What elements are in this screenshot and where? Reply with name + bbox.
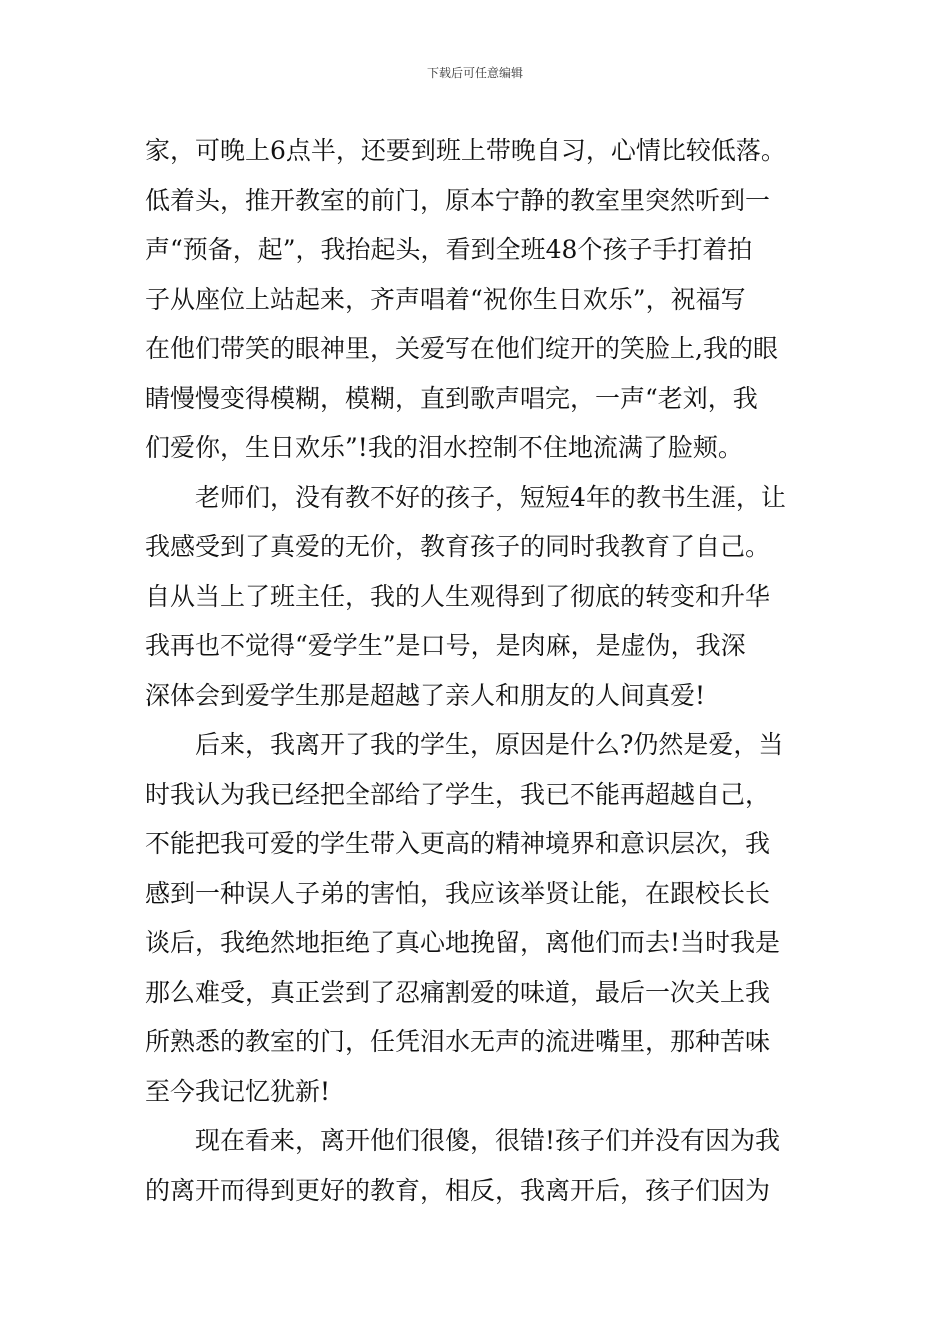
paragraph-first-line: 现在看来，离开他们很傻，很错!孩子们并没有因为我 xyxy=(195,1126,781,1155)
text-line: 我感受到了真爱的无价，教育孩子的同时我教育了自己。 xyxy=(145,532,771,561)
text-line: 睛慢慢变得模糊，模糊，直到歌声唱完，一声“老刘，我 xyxy=(145,383,758,413)
text-line: 时我认为我已经把全部给了学生，我已不能再超越自己， xyxy=(145,779,771,809)
text-line: 家，可晚上6点半，还要到班上带晚自习，心情比较低落。 xyxy=(145,136,786,165)
text-line: 那么难受，真正尝到了忍痛割爱的味道，最后一次关上我 xyxy=(145,977,771,1007)
text-line: 我再也不觉得“爱学生”是口号，是肉麻，是虚伪，我深 xyxy=(145,631,746,660)
text-line: 深体会到爱学生那是超越了亲人和朋友的人间真爱! xyxy=(145,680,706,710)
text-line: 自从当上了班主任，我的人生观得到了彻底的转变和升华 xyxy=(145,581,771,611)
text-line: 至今我记忆犹新! xyxy=(145,1076,331,1106)
text-line: 低着头，推开教室的前门，原本宁静的教室里突然听到一 xyxy=(145,185,771,215)
page-header: 下载后可任意编辑 xyxy=(426,66,523,80)
text-line: 在他们带笑的眼神里，关爱写在他们绽开的笑脸上,我的眼 xyxy=(145,334,778,363)
text-line: 所熟悉的教室的门，任凭泪水无声的流进嘴里，那种苦味 xyxy=(145,1027,771,1056)
document-body xyxy=(145,126,815,1215)
paragraph-first-line: 老师们，没有教不好的孩子，短短4年的教书生涯，让 xyxy=(195,482,786,512)
text-line: 的离开而得到更好的教育，相反，我离开后，孩子们因为 xyxy=(145,1175,771,1205)
text-line: 子从座位上站起来，齐声唱着“祝你生日欢乐”，祝福写 xyxy=(145,284,746,314)
text-line: 不能把我可爱的学生带入更高的精神境界和意识层次，我 xyxy=(145,829,771,858)
text-line: 们爱你，生日欢乐”!我的泪水控制不住地流满了脸颊。 xyxy=(145,433,743,462)
text-line: 感到一种误人子弟的害怕，我应该举贤让能，在跟校长长 xyxy=(145,878,771,908)
paragraph-first-line: 后来，我离开了我的学生，原因是什么?仍然是爱，当 xyxy=(195,730,784,759)
text-line: 谈后，我绝然地拒绝了真心地挽留，离他们而去!当时我是 xyxy=(145,928,781,957)
text-line: 声“预备，起”，我抬起头，看到全班48个孩子手打着拍 xyxy=(145,235,753,264)
